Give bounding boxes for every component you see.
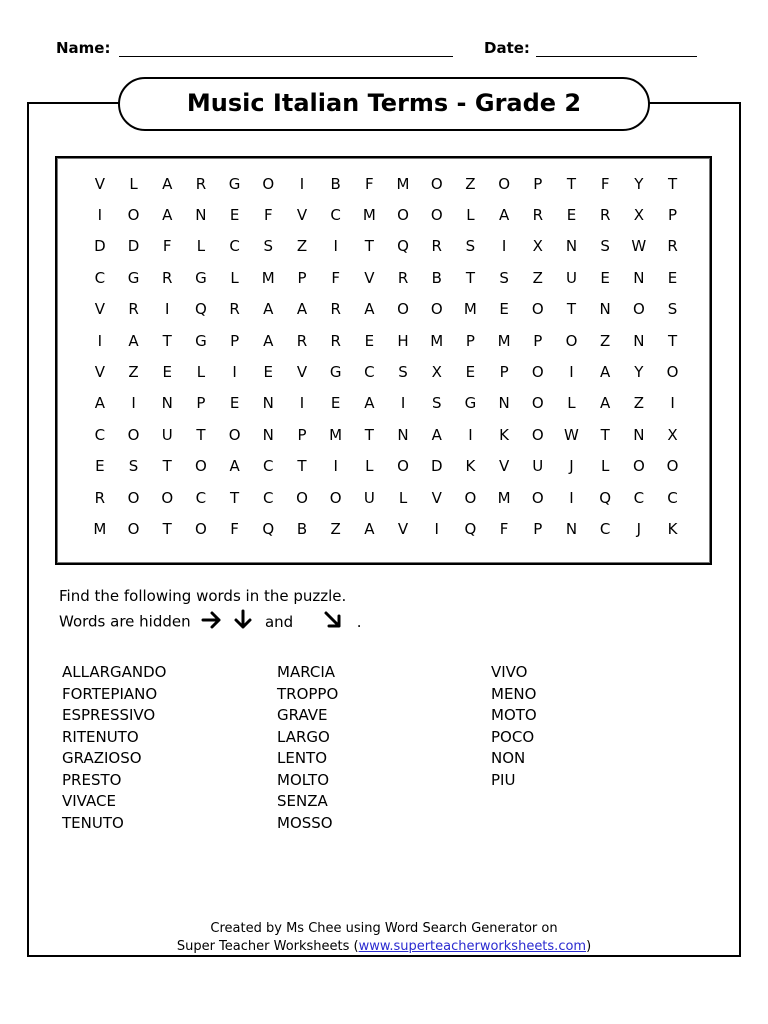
grid-cell[interactable]: O xyxy=(430,300,443,319)
grid-cell[interactable]: S xyxy=(263,237,274,256)
grid-cell[interactable]: A xyxy=(364,394,375,413)
name-line[interactable] xyxy=(119,56,453,57)
title-banner xyxy=(118,77,650,131)
grid-cell[interactable]: C xyxy=(633,488,645,507)
grid-cell[interactable]: A xyxy=(128,331,139,350)
word-list-item: GRAZIOSO xyxy=(62,749,142,767)
word-search-grid xyxy=(83,168,690,545)
grid-cell[interactable]: O xyxy=(397,457,409,476)
grid-cell[interactable]: V xyxy=(94,174,105,193)
grid-cell[interactable]: G xyxy=(464,394,477,413)
grid-cell[interactable]: T xyxy=(667,174,678,193)
grid-cell[interactable]: I xyxy=(434,519,439,538)
grid-cell[interactable]: V xyxy=(94,300,105,319)
grid-cell[interactable]: Z xyxy=(330,519,341,538)
footer-link[interactable]: www.superteacherworksheets.com xyxy=(358,939,587,954)
grid-cell[interactable]: N xyxy=(565,519,578,538)
grid-cell[interactable]: Z xyxy=(532,268,543,287)
grid-cell[interactable]: R xyxy=(330,331,341,350)
grid-cell[interactable]: O xyxy=(127,488,140,507)
grid-cell[interactable]: Z xyxy=(296,237,308,256)
grid-cell[interactable]: P xyxy=(533,519,543,538)
grid-cell[interactable]: O xyxy=(430,174,443,193)
grid-cell[interactable]: V xyxy=(364,268,375,287)
word-list-item: TENUTO xyxy=(62,813,124,832)
grid-cell[interactable]: O xyxy=(531,363,544,382)
grid-cell[interactable]: N xyxy=(599,300,611,319)
grid-cell[interactable]: N xyxy=(161,394,173,413)
grid-cell[interactable]: E xyxy=(364,331,375,350)
grid-cell[interactable]: U xyxy=(565,268,577,287)
grid-cell[interactable]: F xyxy=(162,237,172,256)
grid-cell[interactable]: X xyxy=(633,206,644,225)
grid-row xyxy=(83,262,690,293)
grid-cell[interactable]: L xyxy=(398,488,408,507)
word-list-item: VIVACE xyxy=(62,792,116,810)
grid-cell[interactable]: F xyxy=(230,519,239,538)
grid-cell[interactable]: F xyxy=(263,206,273,225)
grid-row xyxy=(83,388,690,419)
grid-cell[interactable]: Y xyxy=(634,174,644,193)
grid-cell[interactable]: N xyxy=(397,425,409,444)
grid-cell[interactable]: N xyxy=(633,268,645,287)
grid-row xyxy=(83,325,690,356)
word-list-column-3 xyxy=(491,662,537,791)
grid-cell[interactable]: B xyxy=(431,268,442,287)
grid-cell[interactable]: L xyxy=(365,457,374,476)
grid-cell[interactable]: E xyxy=(600,268,610,287)
grid-cell[interactable]: G xyxy=(127,268,140,287)
grid-cell[interactable]: T xyxy=(162,519,172,538)
grid-cell[interactable]: R xyxy=(128,300,139,319)
word-list-item: LENTO xyxy=(277,749,328,767)
grid-cell[interactable]: N xyxy=(633,425,645,444)
grid-cell[interactable]: V xyxy=(397,519,409,538)
grid-cell[interactable]: Z xyxy=(128,363,139,382)
grid-cell[interactable]: B xyxy=(330,174,341,193)
word-list-item: PIU xyxy=(491,770,516,789)
date-label: Date: xyxy=(484,39,530,57)
grid-row xyxy=(83,356,690,387)
grid-cell[interactable]: T xyxy=(667,331,678,350)
grid-cell[interactable]: A xyxy=(229,457,240,476)
grid-cell[interactable]: R xyxy=(162,268,173,287)
grid-cell[interactable]: O xyxy=(666,457,679,476)
grid-cell[interactable]: N xyxy=(565,237,578,256)
grid-row xyxy=(83,294,690,325)
word-list-item: VIVO xyxy=(491,663,528,681)
word-list-item: MARCIA xyxy=(277,663,336,681)
grid-cell[interactable]: C xyxy=(94,425,106,444)
grid-cell[interactable]: O xyxy=(531,488,544,507)
grid-cell[interactable]: V xyxy=(498,457,510,476)
grid-cell[interactable]: A xyxy=(296,300,308,319)
grid-cell[interactable]: M xyxy=(497,488,511,507)
grid-cell[interactable]: E xyxy=(95,457,105,476)
grid-cell[interactable]: A xyxy=(498,206,510,225)
grid-cell[interactable]: E xyxy=(162,363,172,382)
grid-cell[interactable]: I xyxy=(131,394,136,413)
grid-cell[interactable]: O xyxy=(430,206,443,225)
grid-cell[interactable]: A xyxy=(431,425,442,444)
grid-cell[interactable]: P xyxy=(297,425,307,444)
grid-cell[interactable]: W xyxy=(564,425,579,444)
grid-cell[interactable]: C xyxy=(229,237,240,256)
grid-cell[interactable]: D xyxy=(94,237,106,256)
grid-cell[interactable]: I xyxy=(569,363,574,382)
grid-row xyxy=(83,419,690,450)
word-list-item: SENZA xyxy=(277,792,328,810)
word-list-item: MOTO xyxy=(491,706,537,724)
grid-cell[interactable]: O xyxy=(228,425,241,444)
grid-cell[interactable]: O xyxy=(127,519,140,538)
word-list-item: TROPPO xyxy=(277,684,339,703)
word-list-column-1 xyxy=(62,662,166,834)
grid-cell[interactable]: O xyxy=(329,488,342,507)
grid-cell[interactable]: I xyxy=(501,237,507,256)
grid-cell[interactable]: O xyxy=(262,174,275,193)
word-list-item: PRESTO xyxy=(62,770,122,789)
grid-cell[interactable]: L xyxy=(466,206,475,225)
grid-cell[interactable]: V xyxy=(296,206,308,225)
grid-cell[interactable]: D xyxy=(430,457,443,476)
grid-cell[interactable]: L xyxy=(230,268,239,287)
grid-cell[interactable]: Q xyxy=(397,237,409,256)
footer-credit: Created by Ms Chee using Word Search Generator on xyxy=(210,921,558,936)
grid-cell[interactable]: U xyxy=(161,425,173,444)
grid-cell[interactable]: S xyxy=(499,268,509,287)
grid-cell[interactable]: N xyxy=(195,206,207,225)
grid-cell[interactable]: I xyxy=(333,237,338,256)
grid-cell[interactable]: Z xyxy=(465,174,476,193)
grid-cell[interactable]: X xyxy=(431,363,442,382)
grid-cell[interactable]: E xyxy=(499,300,509,319)
grid-cell[interactable]: Y xyxy=(634,363,644,382)
footer-source-suffix: ) xyxy=(586,939,592,954)
grid-cell[interactable]: E xyxy=(566,206,577,225)
grid-cell[interactable]: M xyxy=(261,268,275,287)
grid-cell[interactable]: K xyxy=(499,425,510,444)
grid-cell[interactable]: R xyxy=(195,174,207,193)
grid-cell[interactable]: I xyxy=(400,394,406,413)
grid-cell[interactable]: Q xyxy=(262,519,275,538)
grid-cell[interactable]: O xyxy=(531,394,544,413)
grid-cell[interactable]: T xyxy=(162,331,172,350)
grid-cell[interactable]: I xyxy=(97,206,103,225)
grid-cell[interactable]: A xyxy=(162,174,173,193)
grid-cell[interactable]: O xyxy=(397,300,409,319)
grid-cell[interactable]: M xyxy=(497,331,511,350)
grid-cell[interactable]: W xyxy=(631,237,647,256)
grid-cell[interactable]: N xyxy=(633,331,645,350)
grid-cell[interactable]: R xyxy=(532,206,543,225)
grid-cell[interactable]: E xyxy=(229,206,240,225)
grid-cell[interactable]: I xyxy=(468,425,473,444)
grid-cell[interactable]: O xyxy=(195,457,207,476)
instructions-line2 xyxy=(59,609,362,635)
arrow-down-right-icon xyxy=(322,609,344,635)
grid-row xyxy=(83,199,690,230)
grid-row xyxy=(83,168,690,199)
grid-cell[interactable]: M xyxy=(362,206,376,225)
grid-cell[interactable]: P xyxy=(230,331,240,350)
grid-cell[interactable]: I xyxy=(569,488,574,507)
word-list-item: MENO xyxy=(491,684,537,703)
grid-cell[interactable]: G xyxy=(195,331,207,350)
grid-cell[interactable]: O xyxy=(666,363,679,382)
grid-row xyxy=(83,482,690,513)
grid-cell[interactable]: T xyxy=(230,488,240,507)
grid-cell[interactable]: T xyxy=(364,425,374,444)
grid-cell[interactable]: A xyxy=(263,300,274,319)
grid-cell[interactable]: O xyxy=(531,425,544,444)
grid-cell[interactable]: L xyxy=(567,394,576,413)
word-list-item: GRAVE xyxy=(277,706,328,724)
grid-cell[interactable]: E xyxy=(465,363,476,382)
grid-cell[interactable]: R xyxy=(330,300,341,319)
grid-cell[interactable]: C xyxy=(667,488,678,507)
grid-cell[interactable]: A xyxy=(600,394,611,413)
grid-cell[interactable]: A xyxy=(600,363,611,382)
grid-cell[interactable]: I xyxy=(670,394,675,413)
grid-cell[interactable]: A xyxy=(364,300,375,319)
grid-cell[interactable]: X xyxy=(667,425,678,444)
grid-cell[interactable]: G xyxy=(329,363,342,382)
grid-cell[interactable]: G xyxy=(228,174,241,193)
grid-cell[interactable]: L xyxy=(129,174,138,193)
grid-cell[interactable]: F xyxy=(499,519,509,538)
grid-cell[interactable]: H xyxy=(397,331,409,350)
grid-cell[interactable]: P xyxy=(196,394,206,413)
arrow-down-icon xyxy=(232,609,254,635)
grid-cell[interactable]: T xyxy=(162,457,172,476)
grid-cell[interactable]: T xyxy=(566,174,577,193)
grid-cell[interactable]: T xyxy=(196,425,206,444)
arrow-right-icon xyxy=(201,610,223,634)
grid-cell[interactable]: O xyxy=(127,206,140,225)
grid-cell[interactable]: P xyxy=(297,268,307,287)
word-list-item: LARGO xyxy=(277,727,330,746)
grid-cell[interactable]: S xyxy=(465,237,476,256)
grid-cell[interactable]: Q xyxy=(599,488,612,507)
grid-cell[interactable]: P xyxy=(465,331,475,350)
footer-source-prefix: Super Teacher Worksheets ( xyxy=(176,939,359,954)
grid-cell[interactable]: S xyxy=(600,237,610,256)
word-list-item: ESPRESSIVO xyxy=(62,706,156,724)
grid-cell[interactable]: U xyxy=(532,457,544,476)
grid-cell[interactable]: M xyxy=(396,174,410,193)
grid-cell[interactable]: J xyxy=(569,457,574,476)
grid-cell[interactable]: Z xyxy=(600,331,611,350)
grid-cell[interactable]: O xyxy=(296,488,308,507)
word-list-item: MOLTO xyxy=(277,770,330,789)
word-list-item: POCO xyxy=(491,727,535,746)
grid-cell[interactable]: O xyxy=(464,488,477,507)
grid-cell[interactable]: O xyxy=(632,457,645,476)
grid-cell[interactable]: L xyxy=(196,237,206,256)
grid-cell[interactable]: P xyxy=(668,206,678,225)
grid-cell[interactable]: F xyxy=(600,174,610,193)
grid-cell[interactable]: I xyxy=(165,300,170,319)
grid-cell[interactable]: K xyxy=(667,519,678,538)
grid-cell[interactable]: F xyxy=(365,174,374,193)
grid-cell[interactable]: C xyxy=(94,268,106,287)
grid-cell[interactable]: S xyxy=(128,457,139,476)
grid-cell[interactable]: J xyxy=(636,519,642,538)
grid-cell[interactable]: O xyxy=(531,300,544,319)
grid-cell[interactable]: I xyxy=(232,363,237,382)
grid-cell[interactable]: O xyxy=(498,174,510,193)
grid-cell[interactable]: I xyxy=(97,331,103,350)
grid-cell[interactable]: O xyxy=(195,519,207,538)
instructions-end: . xyxy=(356,612,362,631)
grid-cell[interactable]: V xyxy=(431,488,442,507)
grid-cell[interactable]: R xyxy=(229,300,240,319)
grid-cell[interactable]: E xyxy=(229,394,240,413)
grid-cell[interactable]: V xyxy=(296,363,308,382)
grid-cell[interactable]: O xyxy=(127,425,140,444)
grid-cell[interactable]: L xyxy=(196,363,206,382)
grid-cell[interactable]: P xyxy=(533,174,543,193)
grid-cell[interactable]: E xyxy=(667,268,678,287)
grid-cell[interactable]: S xyxy=(667,300,678,319)
word-list-item: RITENUTO xyxy=(62,727,139,746)
grid-cell[interactable]: N xyxy=(262,425,274,444)
word-list-item: MOSSO xyxy=(277,813,333,832)
grid-cell[interactable]: P xyxy=(533,331,543,350)
grid-cell[interactable]: N xyxy=(262,394,274,413)
grid-cell[interactable]: T xyxy=(600,425,610,444)
grid-cell[interactable]: P xyxy=(499,363,509,382)
grid-cell[interactable]: R xyxy=(431,237,442,256)
grid-cell[interactable]: E xyxy=(330,394,341,413)
grid-cell[interactable]: T xyxy=(297,457,307,476)
grid-cell[interactable]: L xyxy=(600,457,610,476)
grid-cell[interactable]: O xyxy=(632,300,645,319)
grid-cell[interactable]: C xyxy=(364,363,375,382)
grid-cell[interactable]: M xyxy=(430,331,444,350)
grid-cell[interactable]: R xyxy=(397,268,409,287)
grid-cell[interactable]: M xyxy=(329,425,343,444)
grid-row xyxy=(83,451,690,482)
grid-cell[interactable]: Q xyxy=(464,519,477,538)
grid-cell[interactable]: I xyxy=(299,394,305,413)
grid-cell[interactable]: R xyxy=(94,488,106,507)
grid-cell[interactable]: M xyxy=(463,300,477,319)
grid-cell[interactable]: K xyxy=(465,457,476,476)
grid-cell[interactable]: V xyxy=(94,363,105,382)
grid-cell[interactable]: S xyxy=(431,394,442,413)
page-title: Music Italian Terms - Grade 2 xyxy=(186,89,582,117)
grid-cell[interactable]: A xyxy=(263,331,274,350)
name-label: Name: xyxy=(56,39,111,57)
footer-source xyxy=(0,938,768,956)
grid-cell[interactable]: Q xyxy=(195,300,207,319)
hidden-directions-label: Words are hidden xyxy=(59,612,191,631)
grid-cell[interactable]: E xyxy=(263,363,274,382)
grid-cell[interactable]: U xyxy=(363,488,375,507)
grid-cell[interactable]: N xyxy=(498,394,510,413)
grid-row xyxy=(83,513,690,544)
grid-cell[interactable]: A xyxy=(162,206,173,225)
grid-cell[interactable]: C xyxy=(263,488,274,507)
grid-cell[interactable]: G xyxy=(195,268,207,287)
grid-cell[interactable]: S xyxy=(398,363,408,382)
instructions-line1: Find the following words in the puzzle. xyxy=(59,587,347,605)
grid-cell[interactable]: X xyxy=(532,237,543,256)
grid-cell[interactable]: R xyxy=(667,237,678,256)
grid-cell[interactable]: I xyxy=(299,174,305,193)
and-label: and xyxy=(264,612,294,631)
word-list-item: FORTEPIANO xyxy=(62,684,158,703)
grid-cell[interactable]: C xyxy=(195,488,207,507)
grid-cell[interactable]: A xyxy=(94,394,105,413)
grid-cell[interactable]: O xyxy=(397,206,409,225)
header-row xyxy=(0,37,768,63)
grid-cell[interactable]: C xyxy=(599,519,611,538)
grid-cell[interactable]: Z xyxy=(633,394,644,413)
grid-cell[interactable]: O xyxy=(161,488,174,507)
grid-cell[interactable]: F xyxy=(331,268,340,287)
grid-cell[interactable]: M xyxy=(93,519,107,538)
grid-cell[interactable]: C xyxy=(330,206,341,225)
grid-cell[interactable]: R xyxy=(599,206,611,225)
word-list-item: ALLARGANDO xyxy=(62,663,167,681)
grid-cell[interactable]: O xyxy=(565,331,578,350)
grid-cell[interactable]: T xyxy=(566,300,577,319)
grid-cell[interactable]: T xyxy=(465,268,475,287)
word-list-item: NON xyxy=(491,749,526,767)
word-list-column-2 xyxy=(277,662,338,834)
grid-cell[interactable]: I xyxy=(333,457,338,476)
grid-cell[interactable]: A xyxy=(364,519,375,538)
grid-cell[interactable]: T xyxy=(364,237,374,256)
grid-cell[interactable]: B xyxy=(296,519,308,538)
date-line[interactable] xyxy=(536,56,697,57)
grid-cell[interactable]: D xyxy=(127,237,140,256)
grid-row xyxy=(83,231,690,262)
grid-cell[interactable]: C xyxy=(263,457,274,476)
grid-cell[interactable]: R xyxy=(296,331,308,350)
